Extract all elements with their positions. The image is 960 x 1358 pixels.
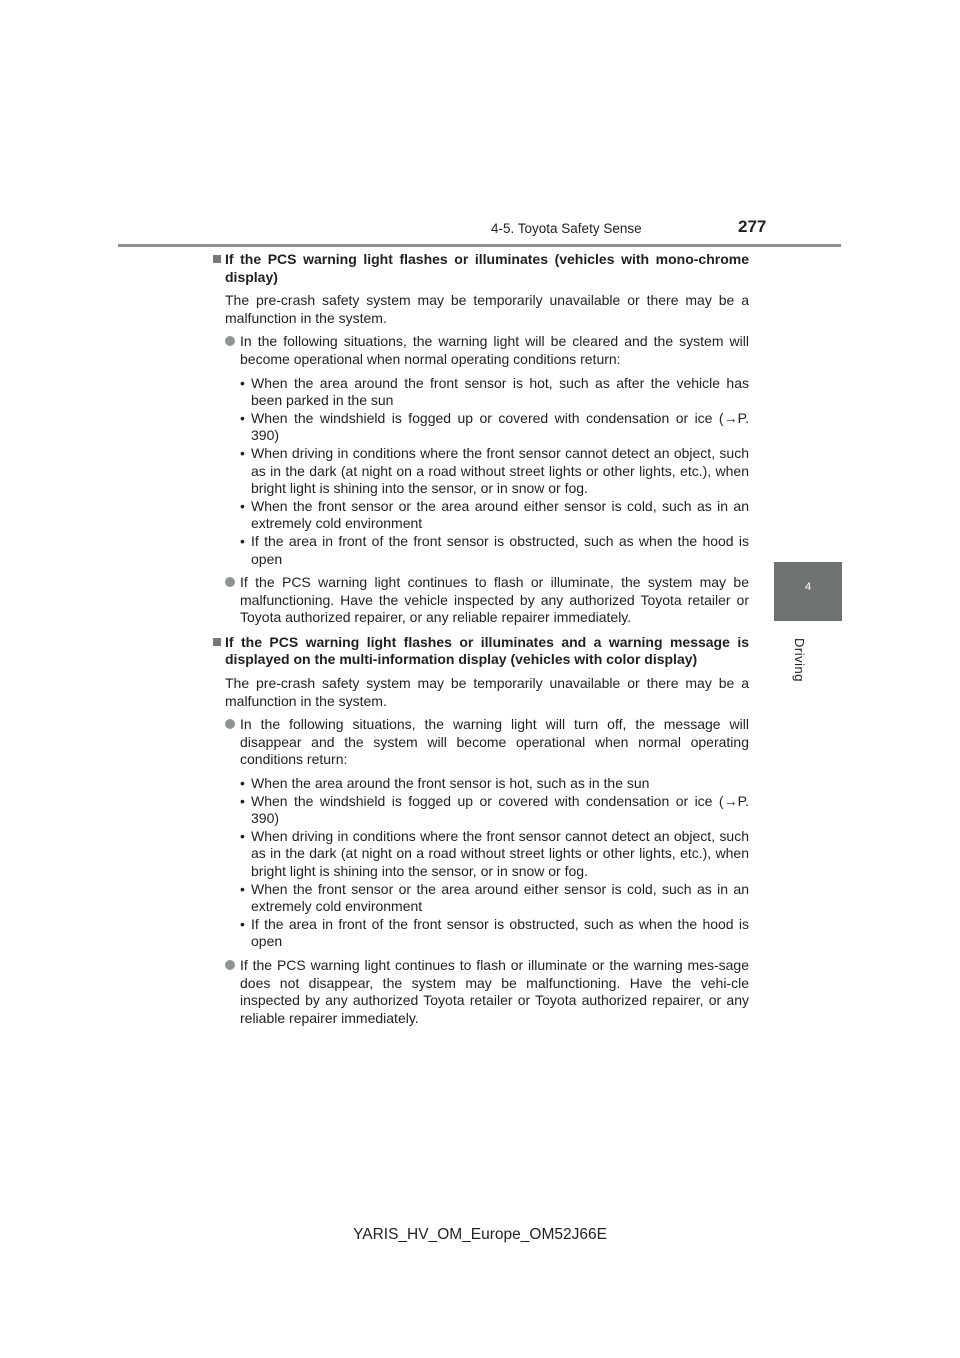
section-intro: The pre-crash safety system may be temporarily unavailable or there may be a malfunction in the system. <box>225 292 749 326</box>
list-item: • When the front sensor or the area around either sensor is cold, such as in an extremely cold environment <box>240 497 749 532</box>
section-intro: The pre-crash safety system may be temporarily unavailable or there may be a malfunction in the system. <box>225 675 749 709</box>
section-heading <box>212 634 749 669</box>
bullet-text: If the PCS warning light continues to flash or illuminate or the warning mes-sage does not disappear, the system may be malfunctioning. Have the vehi-cle inspected by any authorized Toyota retailer or Toyota authorized repairer, or any reliable repairer immediately. <box>240 956 749 1026</box>
square-bullet-icon <box>213 255 221 263</box>
bullet-point <box>212 957 749 1027</box>
bullet-text: In the following situations, the warning light will turn off, the message will disappear and the system will become operational when normal operating conditions return: <box>240 716 749 768</box>
footer-doc-code: YARIS_HV_OM_Europe_OM52J66E <box>353 1226 607 1243</box>
dot-marker: • <box>240 792 245 809</box>
circle-bullet-icon <box>225 577 235 587</box>
bullet-text: If the PCS warning light continues to flash or illuminate, the system may be malfunctioning. Have the vehicle inspected by any authorized Toyota retailer or Toyota authorized repairer, or any reliable repairer immediately. <box>240 574 749 626</box>
list-item: • If the area in front of the front sensor is obstructed, such as when the hood is open <box>240 532 749 567</box>
running-header-section: 4-5. Toyota Safety Sense <box>491 221 642 236</box>
situation-list <box>212 375 749 569</box>
dot-marker: • <box>240 497 245 514</box>
bullet-text: In the following situations, the warning light will be cleared and the system will become operational when normal operating conditions return: <box>240 333 749 367</box>
bullet-point <box>212 333 749 368</box>
list-item: • When the area around the front sensor is hot, such as after the vehicle has been parked in the sun <box>240 374 749 409</box>
section-heading-text: If the PCS warning light flashes or illuminates (vehicles with mono-chrome display) <box>225 251 749 285</box>
list-item: • If the area in front of the front sensor is obstructed, such as when the hood is open <box>240 915 749 950</box>
list-item: • When driving in conditions where the front sensor cannot detect an object, such as in the dark (at night on a road without street lights or other lights, etc.), when bright light is shining into the sensor, or in snow or fog. <box>240 444 749 497</box>
list-item: • When the windshield is fogged up or covered with condensation or ice (→P. 390) <box>240 792 749 827</box>
list-item: • When the area around the front sensor is hot, such as in the sun <box>240 775 650 792</box>
bullet-point <box>212 716 749 769</box>
list-item: • When the windshield is fogged up or covered with condensation or ice (→P. 390) <box>240 409 749 444</box>
list-item: • When the front sensor or the area around either sensor is cold, such as in an extremely cold environment <box>240 880 749 915</box>
dot-marker: • <box>240 827 245 844</box>
dot-marker: • <box>240 444 245 461</box>
circle-bullet-icon <box>225 336 235 346</box>
bullet-point <box>212 574 749 627</box>
dot-marker: • <box>240 532 245 549</box>
section-heading-text: If the PCS warning light flashes or illuminates and a warning message is displayed on the multi-information display (vehicles with color display) <box>225 633 749 668</box>
chapter-label: Driving <box>792 638 807 682</box>
section-heading <box>212 251 749 286</box>
dot-marker: • <box>240 374 245 391</box>
section-color-display <box>212 634 749 1027</box>
page-number: 277 <box>738 217 767 236</box>
chapter-tab <box>774 562 842 621</box>
header-rule <box>118 244 841 247</box>
square-bullet-icon <box>213 638 221 646</box>
dot-marker: • <box>240 915 245 932</box>
circle-bullet-icon <box>225 960 235 970</box>
list-item: • When driving in conditions where the front sensor cannot detect an object, such as in the dark (at night on a road without street lights or other lights, etc.), when bright light is shining into the sensor, or in snow or fog. <box>240 827 749 879</box>
dot-marker: • <box>240 775 245 792</box>
circle-bullet-icon <box>225 719 235 729</box>
section-monochrome <box>212 251 749 627</box>
dot-marker: • <box>240 409 245 426</box>
dot-marker: • <box>240 880 245 897</box>
page-content <box>212 251 749 1034</box>
situation-list <box>212 775 749 951</box>
chapter-number: 4 <box>804 581 812 593</box>
